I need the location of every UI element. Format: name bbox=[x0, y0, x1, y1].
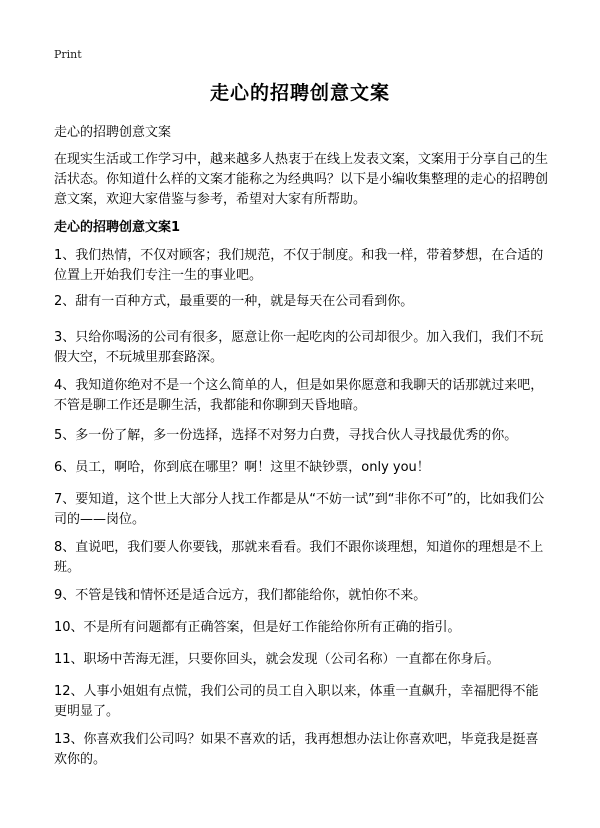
document-subtitle: 走心的招聘创意文案 bbox=[54, 125, 172, 140]
section-heading: 走心的招聘创意文案1 bbox=[54, 220, 181, 235]
intro-paragraph: 在现实生活或工作学习中，越来越多人热衷于在线上发表文案，文案用于分享自己的生活状态。你知道什么样的文案才能称之为经典吗？以下是小编收集整理的走心的招聘创意文案，欢迎大家借鉴与参考，希望对大家有所帮助。 bbox=[54, 152, 549, 207]
list-item: 9、不管是钱和情怀还是适合远方，我们都能给你，就怕你不来。 bbox=[54, 588, 427, 603]
list-item: 4、我知道你绝对不是一个这么简单的人，但是如果你愿意和我聊天的话那就过来吧，不管是聊工作还是聊生活，我都能和你聊到天昏地暗。 bbox=[54, 378, 544, 413]
list-item: 1、我们热情，不仅对顾客；我们规范，不仅于制度。和我一样，带着梦想，在合适的位置上开始我们专注一生的事业吧。 bbox=[54, 248, 544, 283]
list-item: 8、直说吧，我们要人你要钱，那就来看看。我们不跟你谈理想，知道你的理想是不上班。 bbox=[54, 540, 544, 575]
list-item: 5、多一份了解，多一份选择，选择不对努力白费，寻找合伙人寻找最优秀的你。 bbox=[54, 428, 518, 443]
print-label: Print bbox=[54, 48, 82, 61]
list-item: 12、人事小姐姐有点慌，我们公司的员工自入职以来，体重一直飙升，幸福肥得不能更明显了。 bbox=[54, 684, 539, 719]
list-item: 6、员工，啊哈，你到底在哪里？啊！这里不缺钞票，only you！ bbox=[54, 460, 430, 475]
list-item: 11、职场中苦海无涯，只要你回头，就会发现（公司名称）一直都在你身后。 bbox=[54, 652, 500, 667]
document-title: 走心的招聘创意文案 bbox=[209, 82, 390, 104]
list-item: 2、甜有一百种方式，最重要的一种，就是每天在公司看到你。 bbox=[54, 294, 414, 309]
list-item: 3、只给你喝汤的公司有很多，愿意让你一起吃肉的公司却很少。加入我们，我们不玩假大空，不玩城里那套路深。 bbox=[54, 330, 544, 365]
list-item: 13、你喜欢我们公司吗？如果不喜欢的话，我再想想办法让你喜欢吧，毕竟我是挺喜欢你的。 bbox=[54, 732, 539, 767]
list-item: 7、要知道，这个世上大部分人找工作都是从“不妨一试”到“非你不可”的，比如我们公司的——岗位。 bbox=[54, 492, 545, 527]
list-item: 10、不是所有问题都有正确答案，但是好工作能给你所有正确的指引。 bbox=[54, 620, 461, 635]
